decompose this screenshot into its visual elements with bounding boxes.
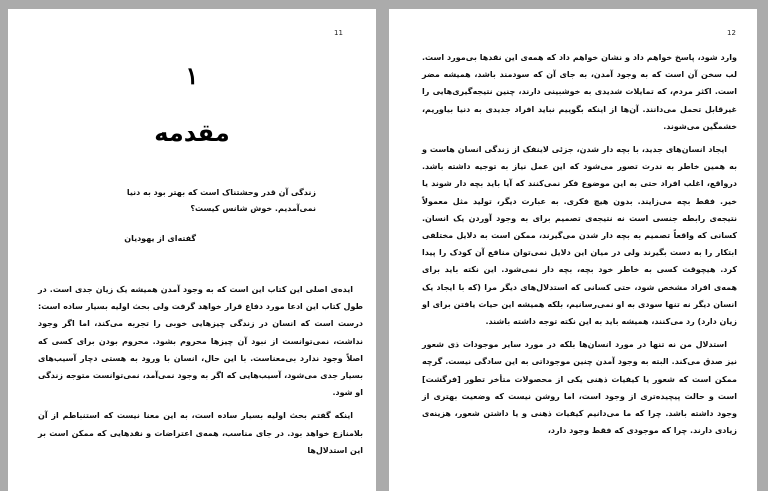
page-number: 11 bbox=[334, 29, 343, 37]
epigraph-attribution: گفته‌ای از یهودیان bbox=[124, 234, 196, 243]
paragraph: وارد شود، پاسخ خواهم داد و نشان خواهم داد که همه‌ی این نقدها بی‌مورد است. لب سخن آن است که به وجود آمدن، به جای آن که سودمند باشد، همیشه مضر است. اکثر مردم، که تمایلات شدیدی به خوشبینی دارند، چنین نتیجه‌گیری‌هایی را غیرقابل تحمل می‌دانند. آن‌ها از اینکه بگوییم نباید افراد جدیدی به دنیا بیاوریم، خشمگین می‌شوند. bbox=[422, 53, 737, 131]
left-page bbox=[8, 9, 376, 491]
paragraph: استدلال من نه تنها در مورد انسان‌ها بلکه در مورد سایر موجودات ذی شعور نیز صدق می‌کند. البته به وجود آمدن چنین موجوداتی به این سادگی نیست. گرچه ممکن است که شعور یا کیفیات ذهنی یکی از محصولات متأخر تطور [فرگشت] است و حالت پیچیده‌تری از وجود است، اما روشن نیست که وضعیت بهتری از وجود داشته باشد. چرا که ما می‌دانیم کیفیات ذهنی و یا داشتن شعور، هزینه‌ی زیادی دارند. چرا که موجودی که فقط وجود دارد، bbox=[422, 340, 737, 436]
paragraph: ایجاد انسان‌های جدید، با بچه دار شدن، جزئی لاینفک از زندگی انسان هاست و به همین خاطر به ندرت تصور می‌شود که این عمل نیاز به توجیه داشته باشد. درواقع، اغلب افراد حتی به این موضوع فکر نمی‌کنند که آیا باید بچه دار شوند یا خیر. فقط بچه می‌زایند. بدون هیچ فکری. به عبارت دیگر، تولید مثل معمولاً نتیجه‌ی رابطه جنسی است نه نتیجه‌ی تصمیم برای به وجود آوردن یک انسان. کسانی که واقعاً تصمیم به بچه دار شدن می‌گیرند، ممکن است به دلایل مختلفی ابتکار را به دست بگیرند ولی در میان این دلایل نمی‌توان منافع آن کودک را پیدا کرد. هیچوقت کسی به خاطر خود بچه، بچه دار نمی‌شود. این نکته باید برای همه‌ی افراد مشخص شود، حتی کسانی که استدلال‌های دیگر مرا (که با ایجاد یک انسان دیگر نه تنها سودی به او نمی‌رسانیم، بلکه همیشه این حیات یافتن برای او زیان دارد) رد می‌کنند، همیشه باید به این نکته توجه داشته باشند. bbox=[422, 145, 737, 327]
epigraph: زندگی آن قدر وحشتناک است که بهتر بود به دنیا نمی‌آمدیم. خوش شانس کیست؟ bbox=[126, 188, 316, 213]
left-page-body bbox=[38, 281, 363, 465]
chapter-number: ١ bbox=[185, 61, 199, 90]
chapter-title: مقدمه bbox=[154, 119, 230, 147]
right-page-body bbox=[422, 49, 737, 445]
page-number: 12 bbox=[727, 29, 736, 37]
paragraph: اینکه گفتم بحث اولیه بسیار ساده است، به این معنا نیست که استنباطم از آن بلامنازع خواهد بود. در جای مناسب، همه‌ی اعتراضات و نقدهایی که ممکن است بر این استدلال‌ها bbox=[38, 411, 363, 455]
paragraph: ایده‌ی اصلی این کتاب این است که به وجود آمدن همیشه یک زیان جدی است. در طول کتاب این ادعا مورد دفاع قرار خواهد گرفت ولی بحث اولیه بسیار ساده است: درست است که انسان در زندگی چیزهایی خوبی را تجربه می‌کند، اما اگر وجود نداشت، نمی‌توانست از نبود آن چیزها محروم بشود. محروم بودن برای کسی که اصلاً وجود ندارد بی‌معناست. با این حال، انسان با ورود به هستی دچار آسیب‌های بسیار جدی می‌شود، آسیب‌هایی که اگر به وجود نمی‌آمد، نمی‌توانست متوجه زندگی او شود. bbox=[38, 285, 363, 398]
right-page bbox=[389, 9, 757, 491]
